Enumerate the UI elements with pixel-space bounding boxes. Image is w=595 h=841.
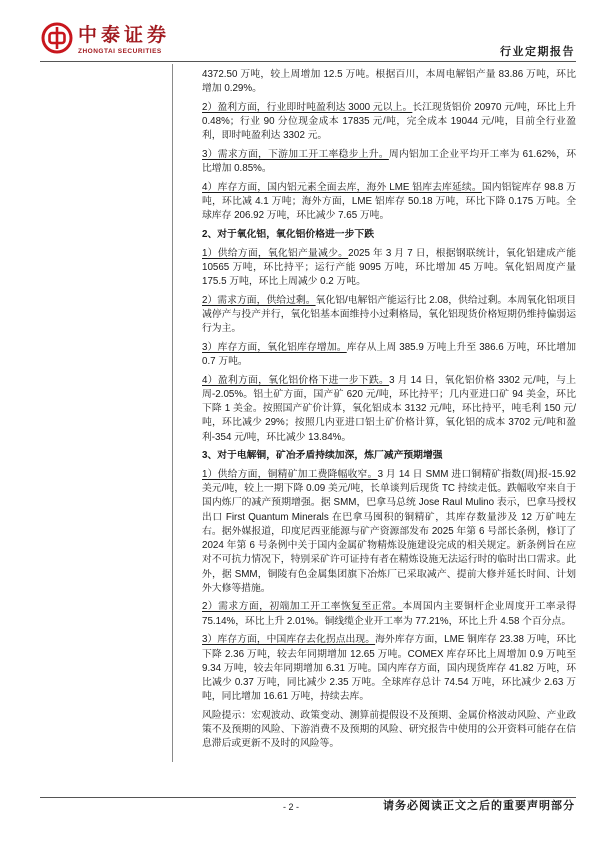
report-type-label: 行业定期报告 xyxy=(500,46,575,58)
paragraph-text: 3 月 14 日，氧化铝价格 3302 元/吨，与上周-2.05%。铝土矿方面，国产矿 620 元/吨，环比持平；几内亚进口矿 94 美金，环比下降 1 美金。按照国产矿价计算，氧化铝成本 3132 元/吨，环比持平，吨毛利 150 元/吨，环比减少 29%；按照几内亚进口铝土矿价格计算，氧化铝的成本 3702 元/吨和盈利-354 元/吨，环比减少 13.84%。 xyxy=(202,374,576,443)
copper-section-heading: 3、对于电解铜，矿冶矛盾持续加深，炼厂减产预期增强 xyxy=(202,450,443,462)
paragraph-text: 海外库存方面，LME 铜库存 23.38 万吨，环比下降 2.36 万吨，较去年同期增加 12.65 万吨。COMEX 库存环比上周增加 0.9 万吨至 9.34 万吨，较去年同期增加 6.31 万吨。国内库存方面，国内现货库存 41.82 万吨，环比减少 0.37 万吨，同比减少 2.35 万吨。全球库存总计 74.54 万吨，环比减少 2.63 万吨，同比增加 16.61 万吨，持续去库。 xyxy=(202,634,576,703)
copper-inventory-paragraph xyxy=(202,633,576,704)
paragraph-text: 周内铝加工企业平均开工率为 61.62%，环比增加 0.85%。 xyxy=(202,149,576,175)
header-divider xyxy=(40,61,576,62)
alumina-demand-paragraph xyxy=(202,294,576,337)
paragraph-lead: 2）盈利方面，行业即时吨盈利达 3000 元以上。 xyxy=(202,101,413,113)
brand-name-cn: 中泰证券 xyxy=(78,25,171,46)
paragraph-lead: 3）需求方面，下游加工开工率稳步上升。 xyxy=(202,149,389,161)
copper-demand-paragraph xyxy=(202,600,576,628)
zhongtai-logo-icon xyxy=(41,22,73,54)
paragraph-lead: 3）库存方面，中国库存去化拐点出现。 xyxy=(202,634,376,646)
paragraph-text: 风险提示：宏观波动、政策变动、测算前提假设不及预期、金属价格波动风险、产业政策不及预期的风险、下游消费不及预期的风险、研究报告中使用的公开资料可能存在信息滞后或更新不及时的风险等。 xyxy=(202,709,576,750)
footer-disclaimer: 请务必阅读正文之后的重要声明部分 xyxy=(383,800,575,812)
page-number: - 2 - xyxy=(282,802,299,812)
paragraph-lead: 4）盈利方面，氧化铝价格下进一步下跌。 xyxy=(202,374,390,386)
aluminum-production-paragraph xyxy=(202,68,576,96)
alumina-profit-paragraph xyxy=(202,374,576,445)
footer-divider xyxy=(40,797,576,798)
paragraph-lead: 2）需求方面，供给过剩。 xyxy=(202,294,316,306)
paragraph-text: 本周国内主要铜杆企业周度开工率录得 75.14%，环比上升 2.01%。铜线缆企业开工率为 77.21%，环比上升 4.58 个百分点。 xyxy=(202,601,577,627)
paragraph-text: 4372.50 万吨，较上周增加 12.5 万吨。根据百川，本周电解铝产量 83.86 万吨，环比增加 0.29%。 xyxy=(202,69,576,95)
paragraph-lead: 3）库存方面，氧化铝库存增加。 xyxy=(202,341,347,353)
alumina-section-heading: 2、对于氧化铝，氧化铝价格进一步下跌 xyxy=(202,229,374,241)
paragraph-lead: 1）供给方面，铜精矿加工费降幅收窄。 xyxy=(202,469,378,481)
paragraph-lead: 1）供给方面，氧化铝产量减少。 xyxy=(202,247,349,259)
paragraph-text: 库存从上周 385.9 万吨上升至 386.6 万吨，环比增加 0.7 万吨。 xyxy=(202,341,576,368)
aluminum-demand-paragraph xyxy=(202,148,576,176)
paragraph-text: 国内铝锭库存 98.8 万吨，环比减 4.1 万吨；海外方面，LME 铝库存 50.18 万吨，环比下降 0.175 万吨。全球库存 206.92 万吨，环比减少 7.65 万吨。 xyxy=(202,181,576,222)
paragraph-lead: 4）库存方面，国内铝元素全面去库，海外 LME 铝库去库延续。 xyxy=(202,181,482,193)
paragraph-text: 氧化铝/电解铝产能运行比 2.08，供给过剩。本周氧化铝项目减停产与投产并行，氧化铝基本面维持小过剩格局，氧化铝现货价格短期仍维持偏弱运行为主。 xyxy=(202,294,576,335)
alumina-inventory-paragraph xyxy=(202,341,576,369)
risk-warning-paragraph xyxy=(202,709,576,752)
copper-supply-paragraph xyxy=(202,468,576,596)
paragraph-text: 长江现货铝价 20970 元/吨，环比上升 0.48%；行业 90 分位现金成本 17835 元/吨，完全成本 19044 元/吨，目前全行业盈利，即时吨盈利达 3302 元。 xyxy=(202,101,576,142)
alumina-supply-paragraph xyxy=(202,247,576,290)
paragraph-text: 3 月 14 日 SMM 进口铜精矿指数(周)报-15.92 美元/吨，较上一期下降 0.09 美元/吨，长单谈判后现货 TC 持续走低。跌幅收窄来自于国内炼厂的减产预期增强。据 SMM，巴拿马总统 Jose Raul Mulino 表示，巴拿马授权出口 First Quantum Minerals 在巴拿马囤积的铜精矿，其库存数量涉及 12 万矿吨左右。据外媒报道，印度尼西亚能源与矿产资源部发布 2025 年第 6 号部长条例，修订了 2024 年第 6 号条例中关于国内金属矿物精炼设施建设完成的相关规定。新条例旨在应对不可抗力情况下，特别采矿许可证持有者在精炼设施无法运行时的临时出口需求。此外，据 SMM，铜陵有色金属集团旗下冶炼厂已采取减产、提前大修并延长时间、计划外大修等措施。 xyxy=(202,469,576,594)
aluminum-inventory-paragraph xyxy=(202,181,576,224)
aluminum-profit-paragraph xyxy=(202,101,576,144)
brand-name-en: ZHONGTAI SECURITIES xyxy=(78,48,162,55)
report-body xyxy=(202,68,576,756)
sidebar-divider xyxy=(172,64,173,762)
paragraph-lead: 2）需求方面，初端加工开工率恢复至正常。 xyxy=(202,601,403,613)
paragraph-text: 2025 年 3 月 7 日，根据钢联统计，氧化铝建成产能 10565 万吨，环比持平；运行产能 9095 万吨，环比增加 45 万吨。氧化铝周度产量 175.5 万吨，环比上周减少 0.2 万吨。 xyxy=(202,247,576,288)
